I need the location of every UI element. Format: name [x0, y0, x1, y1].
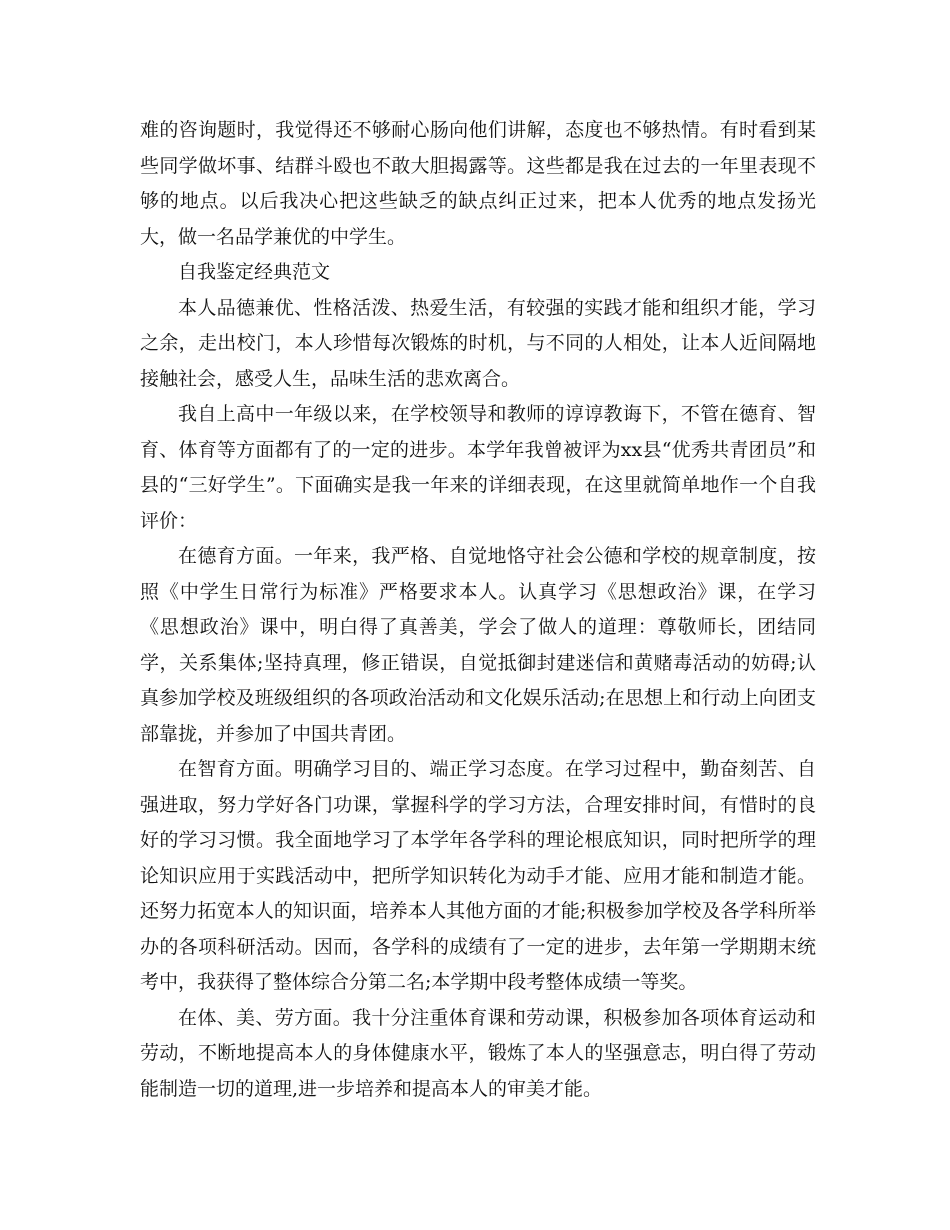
paragraph-moral: 在德育方面。一年来，我严格、自觉地恪守社会公德和学校的规章制度，按照《中学生日常行为标准》严格要求本人。认真学习《思想政治》课，在学习《思想政治》课中，明白得了真善美，学会了做人的道理：尊敬师长，团结同学，关系集体;坚持真理，修正错误，自觉抵御封建迷信和黄赌毒活动的妨碍;认真参加学校及班级组织的各项政治活动和文化娱乐活动;在思想上和行动上向团支部靠拢，并参加了中国共青团。 [140, 545, 816, 745]
section-heading: 自我鉴定经典范文 [178, 261, 331, 283]
document-body [140, 113, 816, 1107]
paragraph-intellectual: 在智育方面。明确学习目的、端正学习态度。在学习过程中，勤奋刻苦、自强进取，努力学好各门功课，掌握科学的学习方法，合理安排时间，有惜时的良好的学习习惯。我全面地学习了本学年各学科的理论根底知识，同时把所学的理论知识应用于实践活动中，把所学知识转化为动手才能、应用才能和制造才能。还努力拓宽本人的知识面，培养本人其他方面的才能;积极参加学校及各学科所举办的各项科研活动。因而，各学科的成绩有了一定的进步，去年第一学期期末统考中，我获得了整体综合分第二名;本学期中段考整体成绩一等奖。 [140, 758, 816, 993]
paragraph-intro: 本人品德兼优、性格活泼、热爱生活，有较强的实践才能和组织才能，学习之余，走出校门，本人珍惜每次锻炼的时机，与不同的人相处，让本人近间隔地接触社会，感受人生，品味生活的悲欢离合。 [140, 296, 816, 390]
paragraph-overview: 我自上高中一年级以来，在学校领导和教师的谆谆教诲下，不管在德育、智育、体育等方面都有了的一定的进步。本学年我曾被评为xx县“优秀共青团员”和县的“三好学生”。下面确实是我一年来的详细表现，在这里就简单地作一个自我评价： [140, 403, 816, 532]
paragraph-continuation: 难的咨询题时，我觉得还不够耐心肠向他们讲解，态度也不够热情。有时看到某些同学做坏事、结群斗殴也不敢大胆揭露等。这些都是我在过去的一年里表现不够的地点。以后我决心把这些缺乏的缺点纠正过来，把本人优秀的地点发扬光大，做一名品学兼优的中学生。 [140, 119, 816, 248]
paragraph-physical: 在体、美、劳方面。我十分注重体育课和劳动课，积极参加各项体育运动和劳动，不断地提高本人的身体健康水平，锻炼了本人的坚强意志，明白得了劳动能制造一切的道理,进一步培养和提高本人的审美才能。 [140, 1006, 816, 1100]
